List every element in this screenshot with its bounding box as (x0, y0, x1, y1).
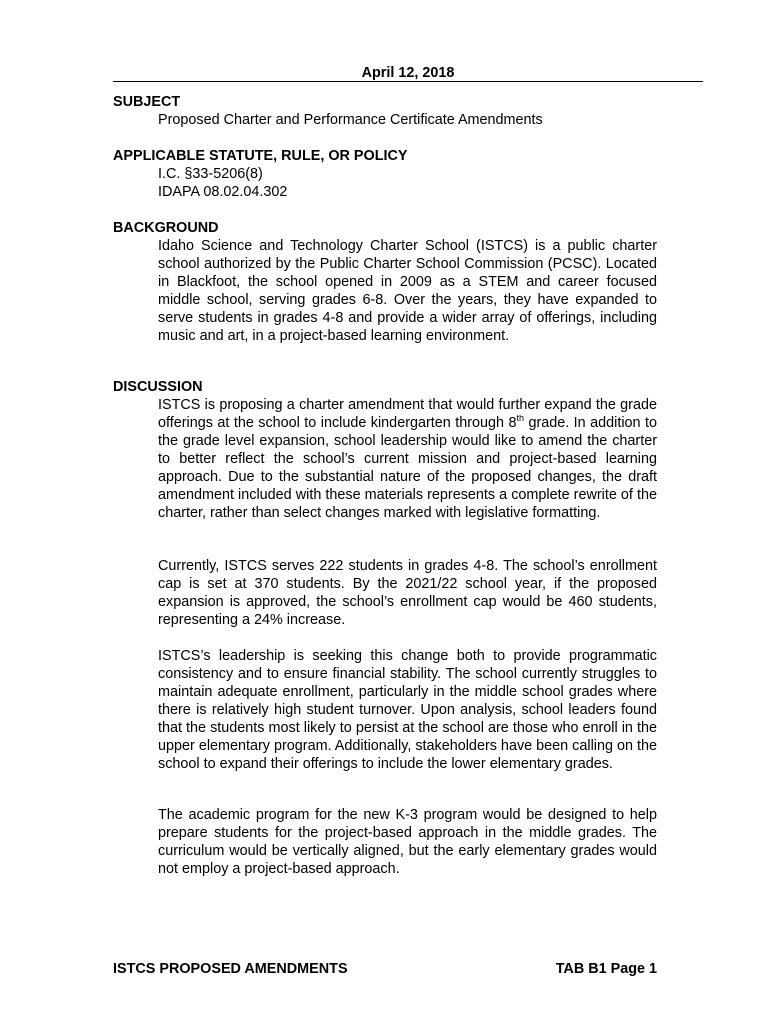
background-paragraph: Idaho Science and Technology Charter School (ISTCS) is a public charter school authorized by the Public Charter School Commission (PCSC). Located in Blackfoot, the school opened in 2009 as a STEM and career focused middle school, serving grades 6-8. Over the years, they have expanded to serve students in grades 4-8 and provide a wider array of offerings, including music and art, in a project-based learning environment. (158, 238, 657, 344)
discussion-paragraph-4: The academic program for the new K-3 program would be designed to help prepare students for the project-based approach in the middle grades. The curriculum would be vertically aligned, but the early elementary grades would not employ a project-based approach. (158, 807, 657, 877)
footer-title: ISTCS PROPOSED AMENDMENTS (113, 961, 348, 977)
document-date-header (113, 64, 703, 82)
statute-heading: APPLICABLE STATUTE, RULE, OR POLICY (113, 148, 408, 164)
ordinal-superscript: th (516, 413, 524, 424)
document-date: April 12, 2018 (361, 65, 455, 81)
statute-line: IDAPA 08.02.04.302 (158, 184, 288, 200)
header-rule (113, 81, 703, 82)
discussion-p1-before: ISTCS is proposing a charter amendment that would further expand the grade offerings at the school to include kindergarten through 8 (158, 397, 657, 431)
discussion-heading: DISCUSSION (113, 379, 203, 395)
statute-line: I.C. §33-5206(8) (158, 166, 263, 182)
background-heading: BACKGROUND (113, 220, 219, 236)
discussion-paragraph-1 (158, 396, 657, 522)
subject-text: Proposed Charter and Performance Certificate Amendments (158, 112, 543, 128)
subject-heading: SUBJECT (113, 94, 181, 110)
discussion-paragraph-2: Currently, ISTCS serves 222 students in grades 4-8. The school’s enrollment cap is set at 370 students. By the 2021/22 school year, if the proposed expansion is approved, the school’s enrollment cap would be 460 students, representing a 24% increase. (158, 558, 657, 628)
footer-page-number: TAB B1 Page 1 (555, 961, 657, 977)
discussion-paragraph-3: ISTCS’s leadership is seeking this change both to provide programmatic consistency and to ensure financial stability. The school currently struggles to maintain adequate enrollment, particularly in the middle school grades where there is relatively high student turnover. Upon analysis, school leaders found that the students most likely to persist at the school are those who enroll in the upper elementary program. Additionally, stakeholders have been calling on the school to expand their offerings to include the lower elementary grades. (158, 648, 657, 772)
discussion-p1-after: grade. In addition to the grade level expansion, school leadership would like to amend the charter to better reflect the school’s current mission and project-based learning approach. Due to the substantial nature of the proposed changes, the draft amendment included with these materials represents a complete rewrite of the charter, rather than select changes marked with legislative formatting. (158, 415, 657, 521)
